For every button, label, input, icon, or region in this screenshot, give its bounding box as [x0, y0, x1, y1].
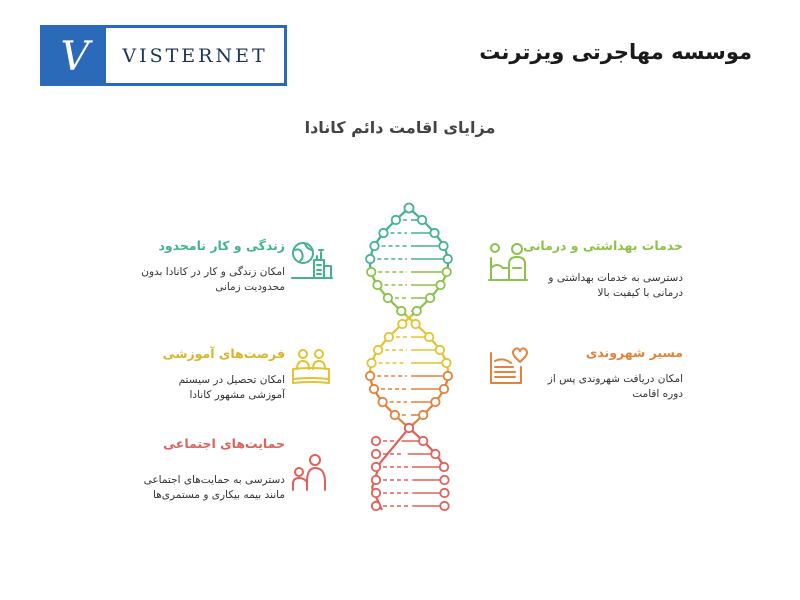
- benefit-desc-line: امکان تحصیل در سیستم: [178, 374, 285, 386]
- benefit-desc-line: محدودیت زمانی: [215, 281, 285, 293]
- dna-node: [444, 255, 452, 263]
- brand-title: موسسه مهاجرتی ویزترنت: [479, 40, 752, 64]
- dna-node: [436, 281, 444, 289]
- benefit-citizenship: [503, 345, 683, 402]
- logo-mark: [43, 28, 106, 83]
- dna-node: [431, 450, 439, 458]
- dna-node: [418, 216, 426, 224]
- logo-v-icon: [55, 34, 95, 78]
- benefit-desc-line: امکان زندگی و کار در کانادا بدون: [141, 266, 285, 278]
- dna-node: [405, 204, 414, 213]
- dna-node: [443, 268, 451, 276]
- dna-node: [442, 359, 450, 367]
- dna-helix: [360, 198, 460, 528]
- dna-node: [440, 489, 448, 497]
- dna-node: [398, 320, 406, 328]
- social-support-icon: [290, 452, 332, 494]
- benefit-education: [95, 346, 285, 403]
- dna-node: [384, 294, 392, 302]
- benefit-description: [503, 372, 683, 402]
- dna-node: [372, 463, 380, 471]
- dna-node: [392, 216, 400, 224]
- benefit-title: حمایت‌های اجتماعی: [163, 436, 285, 451]
- dna-node: [372, 489, 380, 497]
- dna-node: [440, 502, 448, 510]
- dna-node: [430, 229, 438, 237]
- benefit-title: مسیر شهروندی: [585, 345, 683, 360]
- benefit-desc-line: درمانی با کیفیت بالا: [597, 287, 683, 299]
- dna-node: [378, 398, 386, 406]
- dna-node: [379, 229, 387, 237]
- benefit-life-work: [95, 238, 285, 295]
- dna-node: [367, 359, 375, 367]
- benefit-description: [503, 271, 683, 301]
- dna-node: [419, 437, 427, 445]
- benefit-social: [95, 436, 285, 503]
- dna-node: [405, 424, 413, 432]
- dna-node: [374, 346, 382, 354]
- citizenship-icon: [487, 343, 529, 387]
- benefit-desc-line: آموزشی مشهور کانادا: [189, 389, 285, 401]
- dna-node: [372, 450, 380, 458]
- dna-node: [372, 502, 380, 510]
- dna-node: [370, 385, 378, 393]
- dna-node: [385, 333, 393, 341]
- dna-node: [367, 268, 375, 276]
- dna-node: [425, 333, 433, 341]
- benefit-title: زندگی و کار نامحدود: [158, 238, 285, 253]
- dna-node: [439, 242, 447, 250]
- svg-text:V: V: [60, 33, 89, 78]
- dna-node: [366, 255, 374, 263]
- logo-text: VISTERNET: [122, 44, 268, 67]
- education-icon: [290, 345, 334, 387]
- globe-city-icon: [290, 240, 334, 282]
- benefit-description: [95, 473, 285, 503]
- benefit-healthcare: [503, 238, 683, 301]
- dna-node: [391, 411, 399, 419]
- dna-node: [370, 242, 378, 250]
- dna-node: [426, 294, 434, 302]
- benefit-desc-line: دسترسی به حمایت‌های اجتماعی: [143, 474, 285, 486]
- dna-node: [373, 281, 381, 289]
- dna-node: [413, 307, 421, 315]
- dna-strand-segment: [380, 428, 409, 463]
- visternet-logo: [40, 25, 287, 86]
- dna-node: [411, 320, 419, 328]
- healthcare-icon: [487, 240, 529, 284]
- dna-node: [440, 476, 448, 484]
- dna-node: [372, 476, 380, 484]
- diagram-title: مزایای اقامت دائم کانادا: [304, 118, 496, 137]
- benefit-desc-line: دوره اقامت: [632, 388, 683, 400]
- dna-node: [436, 346, 444, 354]
- benefit-desc-line: مانند بیمه بیکاری و مستمری‌ها: [153, 489, 285, 501]
- dna-node: [397, 307, 405, 315]
- dna-node: [419, 411, 427, 419]
- benefit-title: خدمات بهداشتی و درمانی: [523, 238, 683, 253]
- dna-node: [366, 372, 374, 380]
- dna-node: [440, 385, 448, 393]
- dna-node: [431, 398, 439, 406]
- benefit-title: فرصت‌های آموزشی: [162, 346, 285, 361]
- dna-node: [440, 463, 448, 471]
- benefit-description: [95, 265, 285, 295]
- dna-node: [444, 372, 452, 380]
- benefit-description: [95, 373, 285, 403]
- benefit-desc-line: دسترسی به خدمات بهداشتی و: [548, 272, 683, 284]
- benefit-desc-line: امکان دریافت شهروندی پس از: [547, 373, 683, 385]
- dna-node: [372, 437, 380, 445]
